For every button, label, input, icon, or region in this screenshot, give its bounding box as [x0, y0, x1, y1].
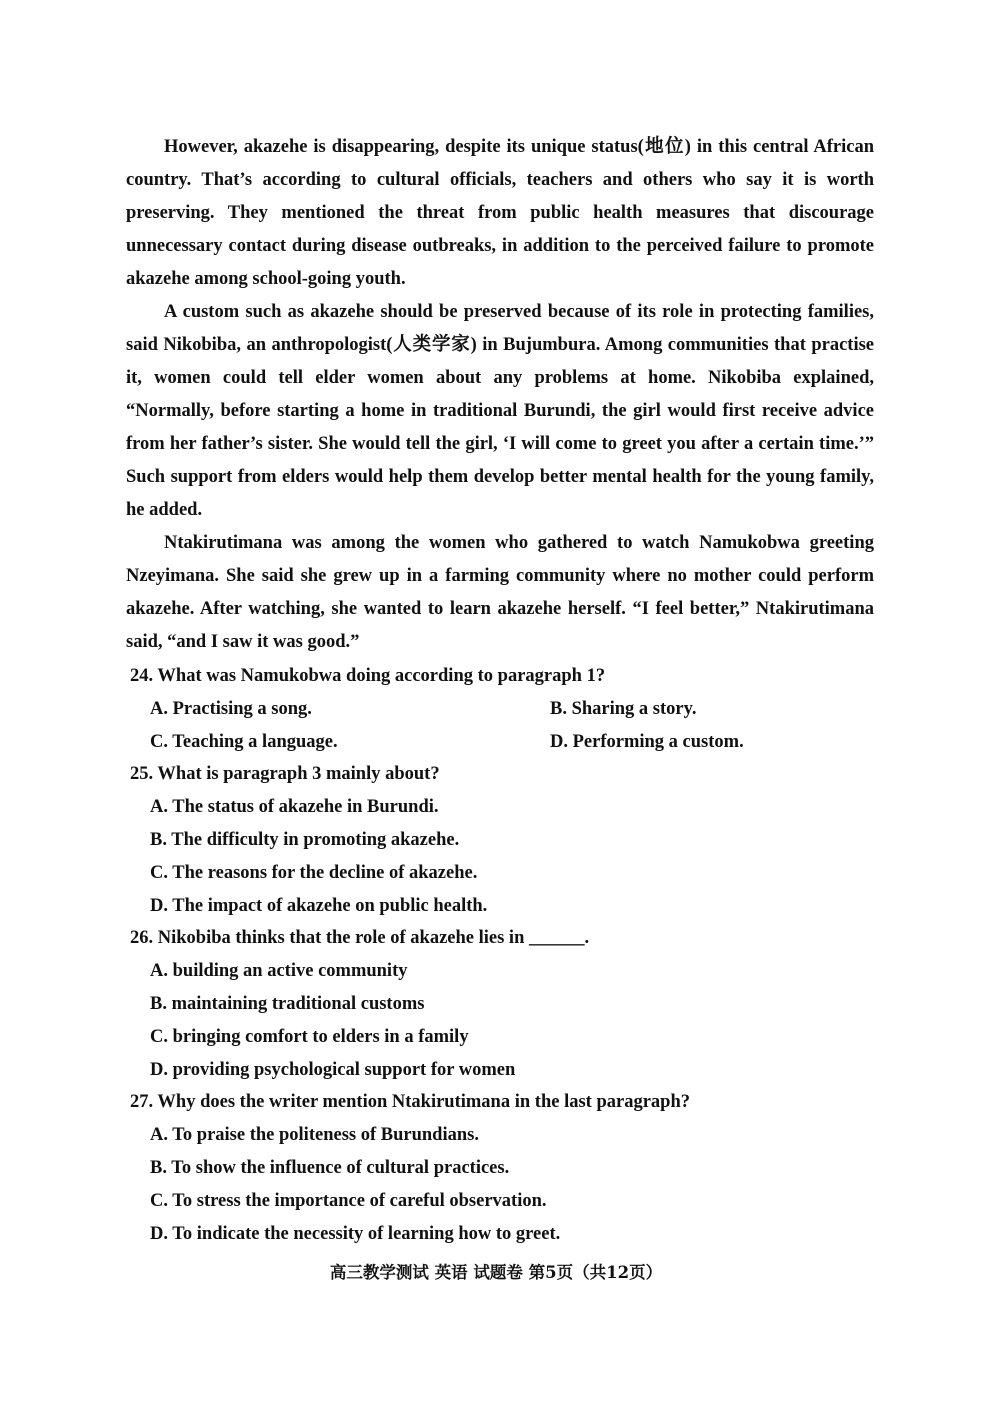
option-a: A. Practising a song. — [150, 698, 312, 719]
passage-paragraph: Ntakirutimana was among the women who gathered to watch Namukobwa greeting Nzeyimana. She said she grew up in a farming community where no mother could perform akazehe. After watching, she wanted to learn akazehe herself. “I feel better,” Ntakirutimana said, “and I saw it was good.” — [126, 533, 874, 652]
answer-options — [150, 791, 870, 922]
question-24 — [130, 660, 870, 758]
question-stem: 27. Why does the writer mention Ntakirutimana in the last paragraph? — [130, 1092, 690, 1113]
answer-options — [150, 1119, 870, 1250]
option-c: C. To stress the importance of careful observation. — [150, 1190, 547, 1211]
question-stem: 24. What was Namukobwa doing according to paragraph 1? — [130, 666, 606, 686]
option-c: C. bringing comfort to elders in a family — [150, 1026, 469, 1047]
option-d: D. Performing a custom. — [550, 731, 744, 752]
question-stem: 25. What is paragraph 3 mainly about? — [130, 764, 440, 785]
option-d: D. The impact of akazehe on public health. — [150, 895, 488, 916]
option-c: C. The reasons for the decline of akazehe. — [150, 862, 478, 883]
answer-options — [150, 693, 870, 759]
question-26 — [130, 922, 870, 1086]
question-stem: 26. Nikobiba thinks that the role of akazehe lies in ______. — [130, 928, 590, 949]
option-d: D. providing psychological support for women — [150, 1059, 516, 1080]
option-d: D. To indicate the necessity of learning how to greet. — [150, 1223, 561, 1244]
page-footer: 高三教学测试 英语 试题卷 第5页（共12页） — [329, 1263, 663, 1282]
passage-paragraph: However, akazehe is disappearing, despite its unique status(地位) in this central African country. That’s according to cultural officials, teachers and others who say it is worth preserving. They mentioned the threat from public health measures that discourage unnecessary contact during disease outbreaks, in addition to the perceived failure to promote akazehe among school-going youth. — [126, 137, 874, 289]
option-a: A. The status of akazehe in Burundi. — [150, 797, 439, 818]
option-a: A. To praise the politeness of Burundians. — [150, 1125, 479, 1146]
question-27 — [130, 1086, 870, 1250]
option-b: B. maintaining traditional customs — [150, 993, 425, 1014]
option-b: B. To show the influence of cultural practices. — [150, 1157, 510, 1178]
option-b: B. The difficulty in promoting akazehe. — [150, 829, 460, 850]
question-list — [130, 660, 870, 1250]
option-a: A. building an active community — [150, 961, 408, 982]
option-c: C. Teaching a language. — [150, 731, 338, 752]
reading-passage — [126, 131, 874, 659]
question-25 — [130, 758, 870, 922]
option-b: B. Sharing a story. — [550, 698, 697, 719]
answer-options — [150, 955, 870, 1086]
passage-paragraph: A custom such as akazehe should be preserved because of its role in protecting families, said Nikobiba, an anthropologist(人类学家) in Bujumbura. Among communities that practise it, women could tell elder women about any problems at home. Nikobiba explained, “Normally, before starting a home in traditional Burundi, the girl would first receive advice from her father’s sister. She would tell the girl, ‘I will come to greet you after a certain time.’” Such support from elders would help them develop better mental health for the young family, he added. — [126, 302, 874, 520]
